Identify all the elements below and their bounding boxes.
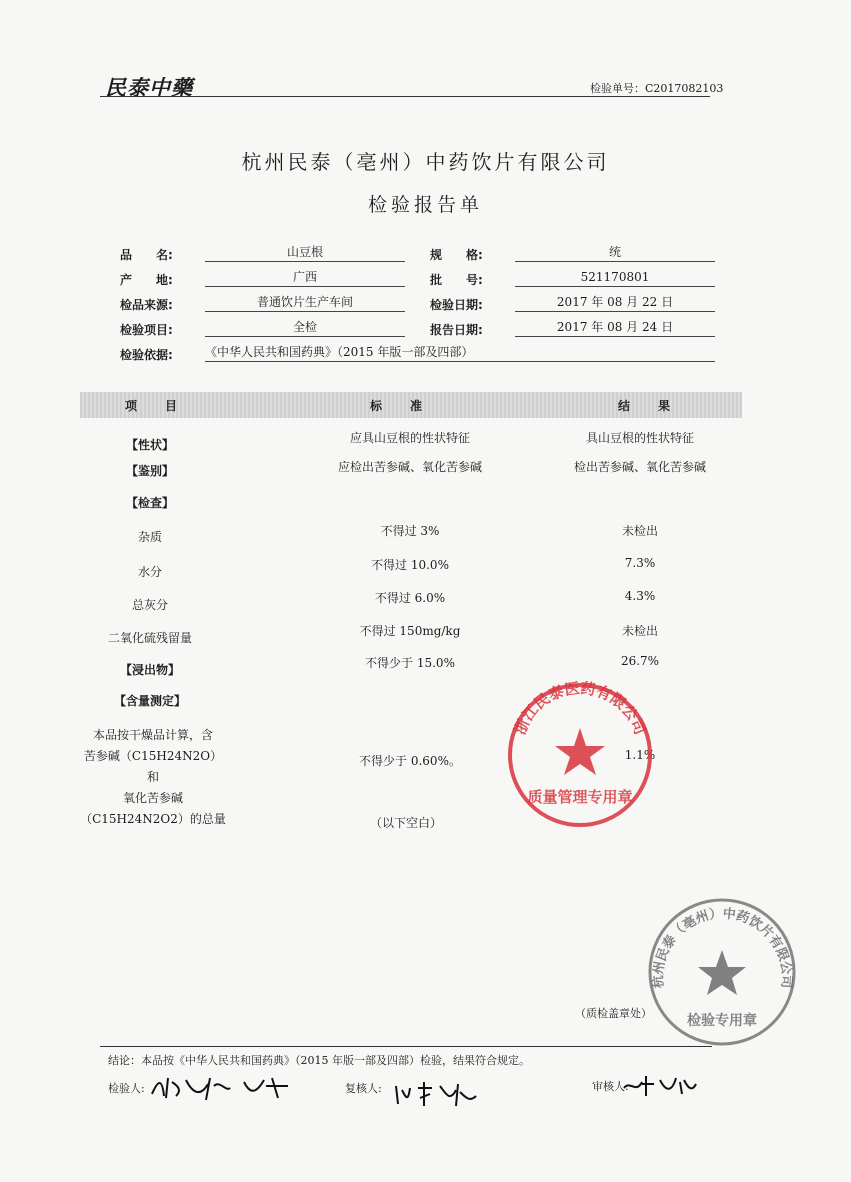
- approver-label: 审核人:: [592, 1080, 629, 1093]
- conclusion-divider: [100, 1046, 712, 1047]
- star-icon: [698, 950, 746, 995]
- company-logo: 民泰中藥: [105, 75, 193, 100]
- item-value: 全检: [205, 319, 405, 337]
- stamp-note: （质检盖章处）: [575, 1007, 652, 1020]
- row-item: 【鉴别】: [125, 464, 174, 478]
- company-name: 杭州民泰（亳州）中药饮片有限公司: [241, 150, 610, 174]
- stamp-red-bottom: 质量管理专用章: [527, 788, 633, 806]
- assay-result: 1.1%: [624, 748, 656, 762]
- report-date-label: 报告日期:: [430, 323, 483, 337]
- assay-line: 氧化苦参碱: [122, 791, 183, 805]
- stamp-gray-top: 杭州民泰（亳州）中药饮片有限公司: [651, 906, 794, 989]
- basis-label: 检验依据:: [120, 348, 173, 362]
- inspector-signature: [148, 1072, 298, 1104]
- header-standard: 标 准: [370, 399, 431, 413]
- row-result: 未检出: [621, 524, 658, 538]
- item-label: 检验项目:: [120, 323, 173, 337]
- assay-line: （C15H24N2O2）的总量: [80, 812, 226, 826]
- row-item: 【含量测定】: [113, 694, 186, 708]
- blank-note: （以下空白）: [370, 816, 443, 830]
- assay-standard: 不得少于 0.60%。: [359, 754, 461, 768]
- assay-line: 苦参碱（C15H24N2O）和: [83, 749, 223, 784]
- row-item: 【检查】: [125, 496, 174, 510]
- page-title: 检验报告单: [367, 194, 483, 216]
- stamp-red-top: 浙江民泰医药有限公司: [510, 680, 650, 738]
- row-result: 7.3%: [624, 556, 656, 570]
- inspector-label: 检验人:: [108, 1082, 145, 1095]
- row-standard: 不得少于 15.0%: [365, 656, 455, 670]
- row-item: 水分: [137, 565, 162, 579]
- row-result: 4.3%: [624, 589, 656, 603]
- spec-value: 统: [515, 244, 715, 262]
- basis-value: 《中华人民共和国药典》（2015 年版一部及四部）: [205, 344, 715, 362]
- origin-label: 产 地:: [120, 273, 173, 287]
- row-result: 检出苦参碱、氧化苦参碱: [573, 460, 706, 474]
- assay-line: 本品按干燥品计算，含: [92, 728, 213, 742]
- row-standard: 不得过 150mg/kg: [359, 624, 461, 638]
- origin-value: 广西: [205, 269, 405, 287]
- report-date-value: 2017 年 08 月 24 日: [515, 319, 715, 337]
- row-standard: 应检出苦参碱、氧化苦参碱: [337, 460, 482, 474]
- row-item: 二氧化硫残留量: [107, 631, 192, 645]
- test-date-value: 2017 年 08 月 22 日: [515, 294, 715, 312]
- row-item: 【性状】: [125, 438, 174, 452]
- row-result: 具山豆根的性状特征: [585, 431, 694, 445]
- assay-description: [78, 725, 228, 830]
- batch-label: 批 号:: [430, 273, 483, 287]
- batch-value: 521170801: [515, 269, 715, 287]
- row-item: 杂质: [137, 530, 162, 544]
- row-item: 总灰分: [131, 598, 168, 612]
- conclusion: 结论：本品按《中华人民共和国药典》（2015 年版一部及四部）检验，结果符合规定。: [108, 1054, 530, 1067]
- row-result: 26.7%: [620, 654, 660, 668]
- stamp-gray-bottom: 检验专用章: [687, 1013, 757, 1029]
- row-standard: 不得过 10.0%: [371, 558, 449, 572]
- approver-signature: [620, 1070, 700, 1100]
- row-standard: 不得过 3%: [380, 524, 440, 538]
- spec-label: 规 格:: [430, 248, 483, 262]
- header-divider: [100, 96, 710, 97]
- quality-stamp: [505, 680, 655, 830]
- report-number: 检验单号：C2017082103: [590, 82, 724, 95]
- row-standard: 不得过 6.0%: [374, 591, 446, 605]
- table-header: [80, 392, 742, 418]
- header-item: 项 目: [125, 399, 186, 413]
- name-value: 山豆根: [205, 244, 405, 262]
- source-label: 检品来源:: [120, 298, 173, 312]
- source-value: 普通饮片生产车间: [205, 294, 405, 312]
- header-result: 结 果: [618, 399, 679, 413]
- star-icon: [555, 728, 605, 775]
- name-label: 品 名:: [120, 248, 173, 262]
- test-date-label: 检验日期:: [430, 298, 483, 312]
- reviewer-label: 复核人:: [345, 1082, 382, 1095]
- reviewer-signature: [392, 1078, 482, 1112]
- inspection-stamp: [645, 895, 800, 1050]
- row-item: 【浸出物】: [119, 663, 180, 677]
- row-result: 未检出: [621, 624, 658, 638]
- row-standard: 应具山豆根的性状特征: [349, 431, 470, 445]
